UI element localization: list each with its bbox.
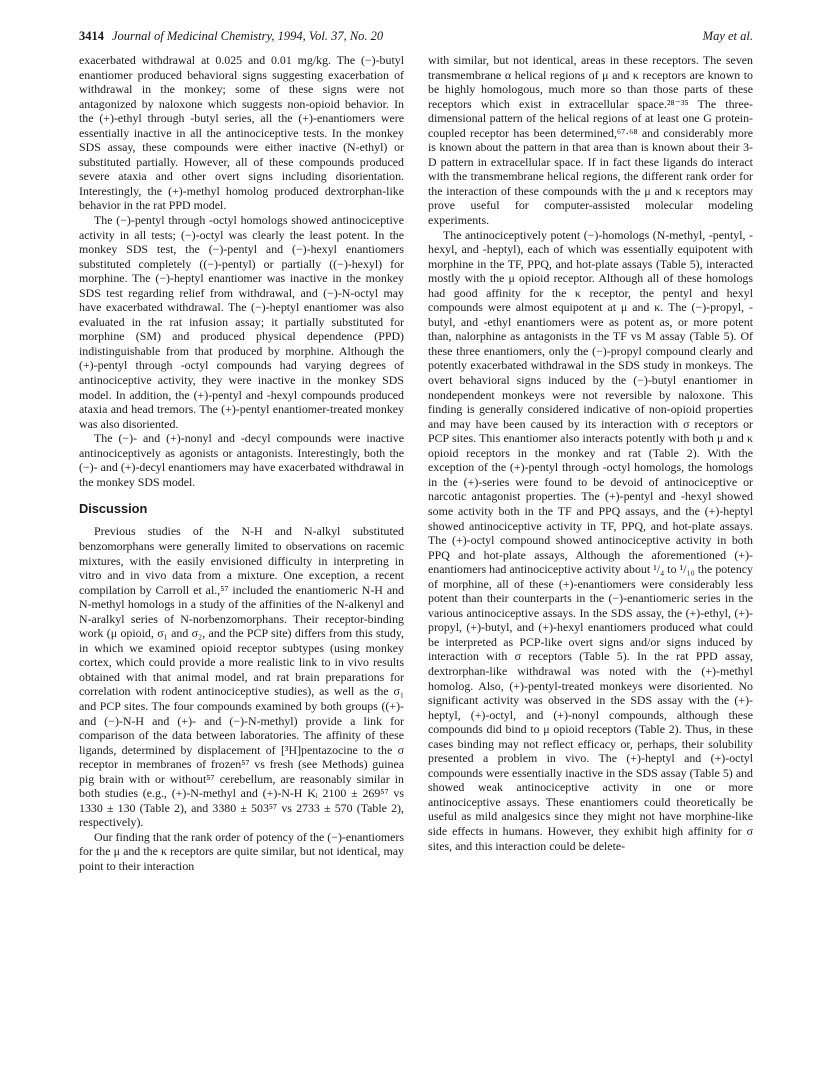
section-heading: Discussion xyxy=(79,501,148,517)
left-column xyxy=(79,53,404,874)
right-column xyxy=(428,53,753,853)
paragraph: Previous studies of the N-H and N-alkyl substituted benzomorphans were generally limited to observations on racemic mixtures, with the easily envisioned difficulty in interpreting in vitro and in vivo data from a mixture. One exception, a recent compilation by Carroll et al.,⁵⁷ included the enantiomeric N-H and N-methyl homologs in a study of the affinities of the N-alkenyl and N-aralkyl series of N-norbenzomorphans. Their receptor-binding work (μ opioid, σ₁ and σ₂, and the PCP site) differs from this study, in which we examined opioid receptor subtypes (using monkey cortex, which could provide a more realistic link to in vivo results obtained with that animal model, and rat brain preparations for correlation with rodent antinociceptive studies), as well as the σ₁ and PCP sites. The four compounds examined by both groups ((+)- and (−)-N-H and (+)- and (−)-N-methyl) provide a link for comparison of the data between laboratories. The affinity of these ligands, determined by displacement of [³H]pentazocine to the σ receptor in membranes of frozen⁵⁷ vs fresh (see Methods) guinea pig brain with or without⁵⁷ cerebellum, are reasonably similar in both studies (e.g., (+)-N-methyl and (+)-N-H Kᵢ 2100 ± 269⁵⁷ vs 1330 ± 130 (Table 2), and 3380 ± 503⁵⁷ vs 2733 ± 570 (Table 2), respectively). xyxy=(79,524,404,830)
paragraph: The (−)-pentyl through -octyl homologs showed antinociceptive activity in all tests; (−)-octyl was clearly the least potent. In the monkey SDS test, the (−)-pentyl and (−)-hexyl enantiomers substituted completely ((−)-pentyl) or partially ((−)-hexyl) for morphine. The (−)-heptyl enantiomer was inactive in the monkey SDS test regarding relief from withdrawal, and (−)-N-octyl may have exacerbated withdrawal. The (−)-heptyl enantiomer was also evaluated in the rat infusion assay; it partially substituted for morphine (SM) and produced physical dependence (PPD) indistinguishable from that produced by morphine. Although the (+)-pentyl through -octyl compounds had varying degrees of antinociceptive activity, they were inactive in the monkey SDS model. In addition, the (+)-pentyl and -hexyl compounds produced ataxia and head tremors. The (+)-pentyl enantiomer-treated monkey was also disoriented. xyxy=(79,213,404,431)
journal-citation: Journal of Medicinal Chemistry, 1994, Vol. 37, No. 20 xyxy=(112,29,384,43)
paragraph: The (−)- and (+)-nonyl and -decyl compounds were inactive antinociceptively as agonists or antagonists. Interestingly, both the (−)- and (+)-decyl enantiomers may have exacerbated withdrawal in the monkey SDS model. xyxy=(79,431,404,489)
running-header xyxy=(79,28,753,44)
paragraph: The antinociceptively potent (−)-homologs (N-methyl, -pentyl, -hexyl, and -heptyl), each of which was essentially equipotent with morphine in the TF, PPQ, and hot-plate assays (Table 5), interacted mostly with the μ opioid receptor. Although all of these homologs had good affinity for the κ receptor, the pentyl and hexyl compounds were almost equipotent at μ and κ. The (−)-propyl, -butyl, and -ethyl enantiomers were as potent as, or more potent than, nalorphine as antagonists in the TF vs M assay (Table 5). Of these three enantiomers, only the (−)-propyl compound clearly and potently exacerbated withdrawal in the SDS study in monkeys. The overt behavioral signs induced by the (−)-butyl enantiomer in nondependent monkeys were not reversible by naloxone. This finding is generally considered indicative of non-opioid properties and may have been caused by its interaction with σ receptors or PCP sites. This enantiomer also interacts potently with both μ and κ opioid receptors in the monkey and rat (Table 2). With the exception of the (+)-pentyl through -octyl homologs, the homologs in the (+)-series were found to be devoid of antinociceptive or narcotic antagonist properties. The (+)-pentyl and -hexyl showed some activity both in the TF and PPQ assays, and the (+)-heptyl showed antinociceptive activity in TF, PPQ, and hot-plate assays. The (+)-octyl compound showed antinociceptive activity in both PPQ and hot-plate assays, Although the aforementioned (+)-enantiomers had antinociceptive activity about ¹/₄ to ¹/₁₀ the potency of morphine, all of these (+)-enantiomers were considerably less potent than their counterparts in the (−)-enantiomeric series in the various antinociceptive assays. In the SDS assay, the (+)-ethyl, (+)-propyl, (+)-butyl, and (+)-hexyl enantiomers produced what could be interpreted as PCP-like overt signs and/or signs induced by interaction with σ receptors (Table 5). In the rat PPD assay, dextrorphan-like withdrawal was noted with the (+)-methyl homolog. Also, (+)-pentyl-treated monkeys were disoriented. No significant activity was observed in the SDS assay with the (+)-heptyl, (+)-octyl, and (+)-nonyl compounds, although these compounds did bind to μ opioid receptors (Table 2). Thus, in these cases binding may not reflect efficacy or, perhaps, their solubility presented a problem in vivo. The (+)-heptyl and (+)-octyl compounds were essentially inactive in the SDS assay (Table 5) and showed weak antinociceptive activity in one or more antinociceptive assays. These enantiomers could theoretically be useful as mild analgesics since they might not have morphine-like side effects in humans. However, they exhibit high affinity for σ sites, and this interaction could be delete- xyxy=(428,227,753,853)
paragraph: exacerbated withdrawal at 0.025 and 0.01 mg/kg. The (−)-butyl enantiomer produced behavioral signs suggesting exacerbation of withdrawal in the monkey; some of these signs were not antagonized by naloxone which suggests non-opioid behavior. In the (+)-ethyl through -butyl series, all the (+)-enantiomers were essentially inactive in all the antinociceptive tests. In the monkey SDS assay, these compounds were either inactive (N-ethyl) or substituted partially. However, all of these compounds produced severe ataxia and other overt signs including disorientation. Interestingly, the (+)-methyl homolog produced dextrorphan-like behavior in the rat PPD model. xyxy=(79,53,404,213)
running-author: May et al. xyxy=(702,29,753,43)
page-number: 3414 xyxy=(79,29,104,43)
paragraph: Our finding that the rank order of potency of the (−)-enantiomers for the μ and the κ receptors are quite similar, but not identical, may point to their interaction xyxy=(79,829,404,873)
paragraph: with similar, but not identical, areas in these receptors. The seven transmembrane α helical regions of μ and κ receptors are known to be highly homologous, much more so than those parts of these receptors which exist in extracellular space.²⁸⁻³⁵ The three-dimensional pattern of the helical regions of at least one G protein-coupled receptor has been determined,⁶⁷·⁶⁸ and considerably more is known about the pattern in that area than is known about their 3-D pattern in extracellular space. If in fact these ligands do interact with the transmembrane helical regions, the different rank order for the interaction of these compounds with the μ and κ receptors may prove useful for computer-assisted molecular modeling experiments. xyxy=(428,53,753,228)
